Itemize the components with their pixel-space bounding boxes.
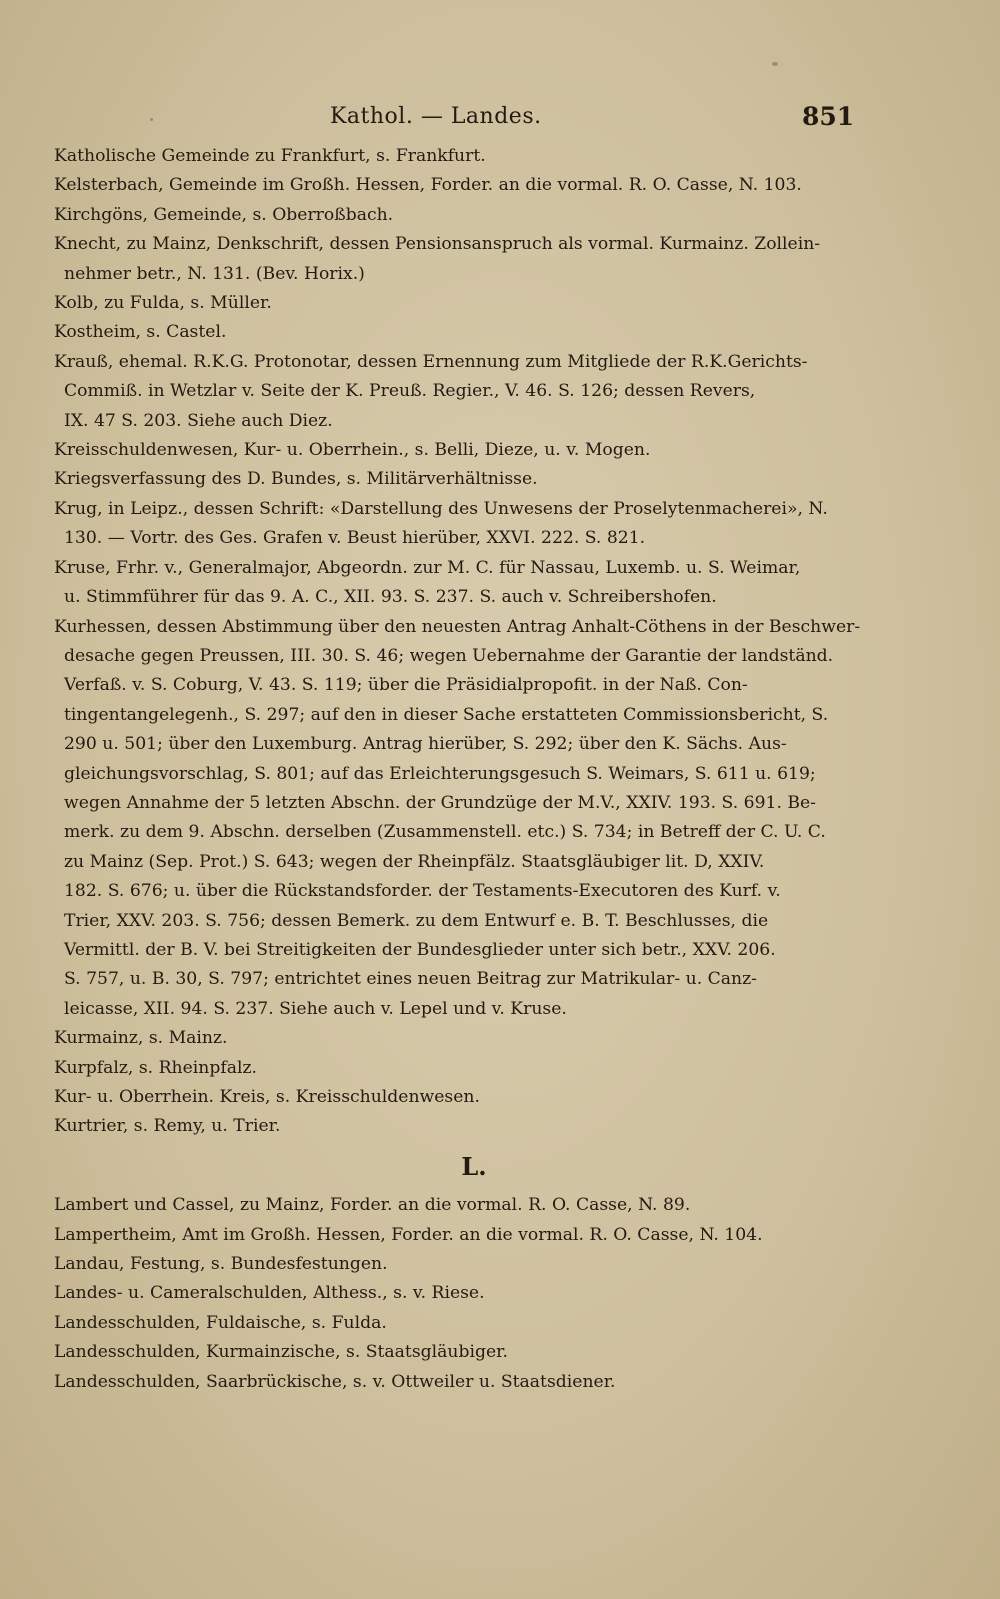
index-entry [54, 554, 854, 613]
index-entry-line: Kruse, Frhr. v., Generalmajor, Abgeordn. zur M. C. für Nassau, Luxemb. u. S. Weimar, [54, 557, 801, 578]
index-entry-line: Commiß. in Wetzlar v. Seite der K. Preuß. Regier., V. 46. S. 126; dessen Revers, [64, 381, 756, 402]
index-entry [54, 1054, 854, 1083]
index-entry-line: Trier, XXV. 203. S. 756; dessen Bemerk. zu dem Entwurf e. B. T. Beschlusses, die [64, 910, 769, 931]
index-entry-line: Verfaß. v. S. Coburg, V. 43. S. 119; über die Präsidialpropofit. in der Naß. Con- [64, 675, 748, 696]
index-entry-line: 290 u. 501; über den Luxemburg. Antrag hierüber, S. 292; über den K. Sächs. Aus- [64, 734, 787, 755]
index-entry [54, 171, 854, 200]
index-entry-line: gleichungsvorschlag, S. 801; auf das Erleichterungsgesuch S. Weimars, S. 611 u. 619; [64, 763, 816, 784]
index-entry [54, 1221, 854, 1250]
index-entry [54, 289, 854, 318]
index-entry [54, 230, 854, 289]
index-entry [54, 465, 854, 494]
index-entry-line: Kurmainz, s. Mainz. [54, 1028, 228, 1049]
index-block-k [54, 142, 861, 1142]
index-entry-line: merk. zu dem 9. Abschn. derselben (Zusammenstell. etc.) S. 734; in Betreff der C. U. C. [64, 822, 826, 843]
index-entry [54, 1024, 854, 1053]
index-block-l [54, 1191, 854, 1397]
index-entry [54, 1112, 854, 1141]
page-header [0, 102, 1000, 142]
index-entry-line: Kelsterbach, Gemeinde im Großh. Hessen, Forder. an die vormal. R. O. Casse, N. 103. [54, 175, 802, 196]
index-entry-line: Kirchgöns, Gemeinde, s. Oberroßbach. [54, 204, 394, 225]
index-entry-line: Knecht, zu Mainz, Denkschrift, dessen Pensionsanspruch als vormal. Kurmainz. Zollein- [54, 234, 821, 255]
index-entry-line: Kriegsverfassung des D. Bundes, s. Militärverhältnisse. [54, 469, 538, 490]
index-entry-line: Landau, Festung, s. Bundesfestungen. [54, 1254, 388, 1275]
index-entry [54, 436, 854, 465]
index-entry [54, 1338, 854, 1367]
page-number: 851 [802, 102, 855, 131]
index-entry-line: Kurtrier, s. Remy, u. Trier. [54, 1116, 281, 1137]
index-entry-line: zu Mainz (Sep. Prot.) S. 643; wegen der Rheinpfälz. Staatsgläubiger lit. D, XXIV. [64, 851, 765, 872]
index-entry [54, 348, 854, 436]
index-entry [54, 318, 854, 347]
index-entry-line: Kreisschuldenwesen, Kur- u. Oberrhein., s. Belli, Dieze, u. v. Mogen. [54, 440, 651, 461]
ink-spot [772, 62, 778, 66]
index-entry-line: Landes- u. Cameralschulden, Althess., s. v. Riese. [54, 1283, 485, 1304]
index-entry-line: desache gegen Preussen, III. 30. S. 46; wegen Uebernahme der Garantie der landständ. [64, 645, 834, 666]
index-entry-line: wegen Annahme der 5 letzten Abschn. der Grundzüge der M.V., XXIV. 193. S. 691. Be- [64, 792, 816, 813]
index-entry-line: Lampertheim, Amt im Großh. Hessen, Forder. an die vormal. R. O. Casse, N. 104. [54, 1224, 763, 1245]
index-entry-line: Krug, in Leipz., dessen Schrift: «Darstellung des Unwesens der Proselytenmacherei», N. [54, 498, 828, 519]
index-entry-line: Kolb, zu Fulda, s. Müller. [54, 293, 272, 314]
index-entry [54, 1250, 854, 1279]
index-entry-line: Krauß, ehemal. R.K.G. Protonotar, dessen Ernennung zum Mitgliede der R.K.Gerichts- [54, 351, 808, 372]
index-entry-line: IX. 47 S. 203. Siehe auch Diez. [64, 410, 333, 431]
index-entry [54, 1191, 854, 1220]
index-entry-line: Landesschulden, Kurmainzische, s. Staatsgläubiger. [54, 1342, 508, 1363]
index-entry [54, 1279, 854, 1308]
index-entry-line: Katholische Gemeinde zu Frankfurt, s. Frankfurt. [54, 146, 486, 166]
index-entry-line: Kur- u. Oberrhein. Kreis, s. Kreisschuldenwesen. [54, 1087, 480, 1107]
index-entry-line: Vermittl. der B. V. bei Streitigkeiten der Bundesglieder unter sich betr., XXV. 206. [64, 939, 776, 960]
index-entry [54, 142, 854, 171]
index-entry-line: Landesschulden, Fuldaische, s. Fulda. [54, 1312, 387, 1333]
running-head: Kathol. — Landes. [330, 104, 542, 129]
index-entry [54, 1309, 854, 1338]
index-entry [54, 1083, 854, 1112]
index-entry-line: Landesschulden, Saarbrückische, s. v. Ottweiler u. Staatsdiener. [54, 1371, 616, 1392]
index-entry-line: S. 757, u. B. 30, S. 797; entrichtet eines neuen Beitrag zur Matrikular- u. Canz- [64, 969, 757, 990]
section-letter-heading: L. [461, 1151, 487, 1181]
index-entry-line: Kurhessen, dessen Abstimmung über den neuesten Antrag Anhalt-Cöthens in der Beschwer- [54, 616, 861, 637]
index-entries [54, 142, 861, 1397]
index-entry [54, 613, 861, 1025]
index-entry [54, 495, 854, 554]
index-entry-line: Lambert und Cassel, zu Mainz, Forder. an die vormal. R. O. Casse, N. 89. [54, 1195, 691, 1216]
index-entry-line: u. Stimmführer für das 9. A. C., XII. 93. S. 237. S. auch v. Schreibershofen. [64, 587, 717, 608]
index-entry [54, 1368, 854, 1397]
index-entry-line: nehmer betr., N. 131. (Bev. Horix.) [64, 263, 365, 284]
index-entry-line: 182. S. 676; u. über die Rückstandsforder. der Testaments-Executoren des Kurf. v. [64, 881, 781, 902]
index-entry-line: Kurpfalz, s. Rheinpfalz. [54, 1057, 257, 1078]
index-entry [54, 201, 854, 230]
index-entry-line: Kostheim, s. Castel. [54, 322, 227, 343]
index-entry-line: leicasse, XII. 94. S. 237. Siehe auch v. Lepel und v. Kruse. [64, 998, 567, 1019]
index-entry-line: tingentangelegenh., S. 297; auf den in dieser Sache erstatteten Commissionsbericht, S. [64, 704, 829, 725]
index-entry-line: 130. — Vortr. des Ges. Grafen v. Beust hierüber, XXVI. 222. S. 821. [64, 528, 646, 549]
